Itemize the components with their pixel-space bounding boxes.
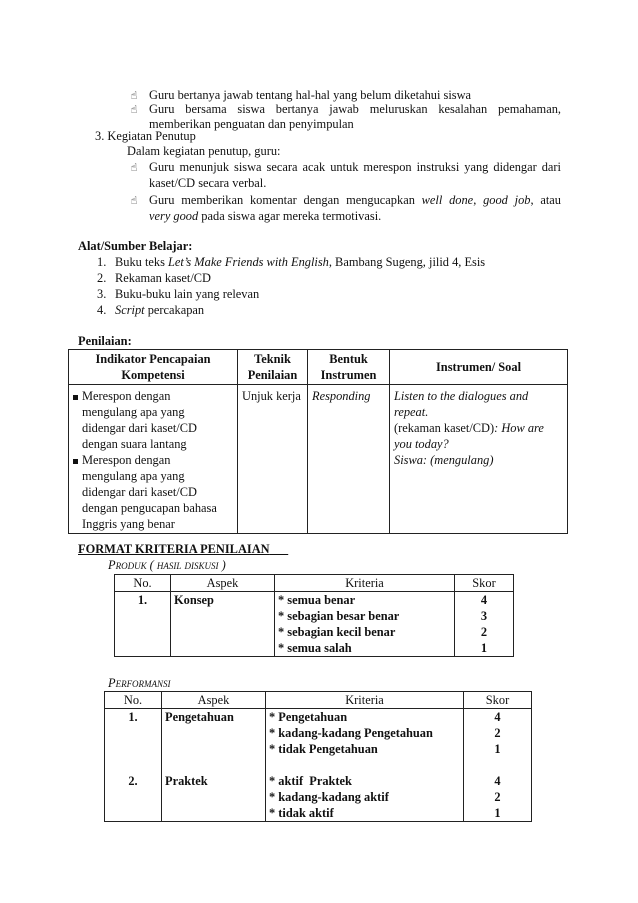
row-no: 1. [115, 592, 171, 657]
penutup-item: very good pada siswa agar mereka termotivasi. [149, 209, 382, 223]
alat-number: 3. [97, 287, 107, 301]
alat-item: Script percakapan [115, 303, 205, 317]
list-item-line: Inggris yang benar [82, 517, 175, 531]
row-no: 1. 2. [105, 709, 162, 822]
square-bullet-icon [73, 395, 78, 400]
list-item-line: mengulang apa yang [82, 405, 185, 419]
alat-item: Buku-buku lain yang relevan [115, 287, 260, 301]
format-heading: FORMAT KRITERIA PENILAIAN [78, 542, 270, 556]
alat-number: 2. [97, 271, 107, 285]
col-aspek: Aspek [162, 692, 266, 709]
alat-number: 1. [97, 255, 107, 269]
col-kriteria: Kriteria [275, 575, 455, 592]
col-skor: Skor [464, 692, 532, 709]
header-indikator: Indikator Pencapaian Kompetensi [69, 350, 238, 385]
list-item-line: didengar dari kaset/CD [82, 485, 197, 499]
teknik-cell: Unjuk kerja [238, 385, 308, 534]
alat-item: Rekaman kaset/CD [115, 271, 212, 285]
row-kriteria: * semua benar * sebagian besar benar * sebagian kecil benar * semua salah [275, 592, 455, 657]
row-aspek: Konsep [171, 592, 275, 657]
list-item-line: dengan suara lantang [82, 437, 187, 451]
activity-line: memberikan penguatan dan penyimpulan [149, 117, 354, 131]
hand-pointer-icon: ☝ [130, 89, 138, 102]
produk-table [114, 574, 514, 657]
col-no: No. [105, 692, 162, 709]
col-no: No. [115, 575, 171, 592]
col-kriteria: Kriteria [266, 692, 464, 709]
produk-label: Produk ( hasil diskusi ) [108, 558, 226, 572]
list-item-line: mengulang apa yang [82, 469, 185, 483]
hand-pointer-icon: ☝ [130, 161, 138, 174]
list-item: Merespon dengan [73, 388, 233, 404]
performansi-label: Performansi [108, 676, 171, 690]
section-heading-penilaian: Penilaian: [78, 334, 132, 348]
bentuk-cell: Responding [308, 385, 390, 534]
header-teknik: Teknik Penilaian [238, 350, 308, 385]
hand-pointer-icon: ☝ [130, 194, 138, 207]
header-instrumen: Instrumen/ Soal [390, 350, 568, 385]
section-heading-penutup: 3. Kegiatan Penutup [95, 129, 196, 143]
soal-cell: Listen to the dialogues and repeat. (rekaman kaset/CD): How are you today? Siswa: (mengulang) [390, 385, 568, 534]
performansi-table [104, 691, 532, 822]
penutup-item: Guru menunjuk siswa secara acak untuk merespon instruksi yang didengar dari [149, 160, 561, 174]
col-skor: Skor [455, 575, 514, 592]
penutup-item: kaset/CD secara verbal. [149, 176, 267, 190]
list-item-line: dengan pengucapan bahasa [82, 501, 217, 515]
indikator-cell [69, 385, 238, 534]
activity-line: Guru bertanya jawab tentang hal-hal yang belum diketahui siswa [149, 88, 472, 102]
row-kriteria: * Pengetahuan * kadang-kadang Pengetahuan * tidak Pengetahuan * aktif Praktek * kadang-kadang aktif * tidak aktif [266, 709, 464, 822]
alat-item: Buku teks Let’s Make Friends with English, Bambang Sugeng, jilid 4, Esis [115, 255, 486, 269]
header-bentuk: Bentuk Instrumen [308, 350, 390, 385]
row-skor: 4 2 1 4 2 1 [464, 709, 532, 822]
list-item: Merespon dengan [73, 452, 233, 468]
section-heading-alat: Alat/Sumber Belajar: [78, 239, 193, 253]
penutup-intro: Dalam kegiatan penutup, guru: [127, 144, 281, 158]
table-row [115, 592, 514, 657]
hand-pointer-icon: ☝ [130, 103, 138, 116]
table-row [105, 709, 532, 822]
alat-number: 4. [97, 303, 107, 317]
list-item-line: didengar dari kaset/CD [82, 421, 197, 435]
penilaian-table [68, 349, 568, 534]
col-aspek: Aspek [171, 575, 275, 592]
activity-line: Guru bersama siswa bertanya jawab meluruskan kesalahan pemahaman, [149, 102, 561, 116]
row-skor: 4 3 2 1 [455, 592, 514, 657]
square-bullet-icon [73, 459, 78, 464]
penutup-item: Guru memberikan komentar dengan mengucapkan well done, good job, atau [149, 193, 561, 207]
row-aspek: Pengetahuan Praktek [162, 709, 266, 822]
